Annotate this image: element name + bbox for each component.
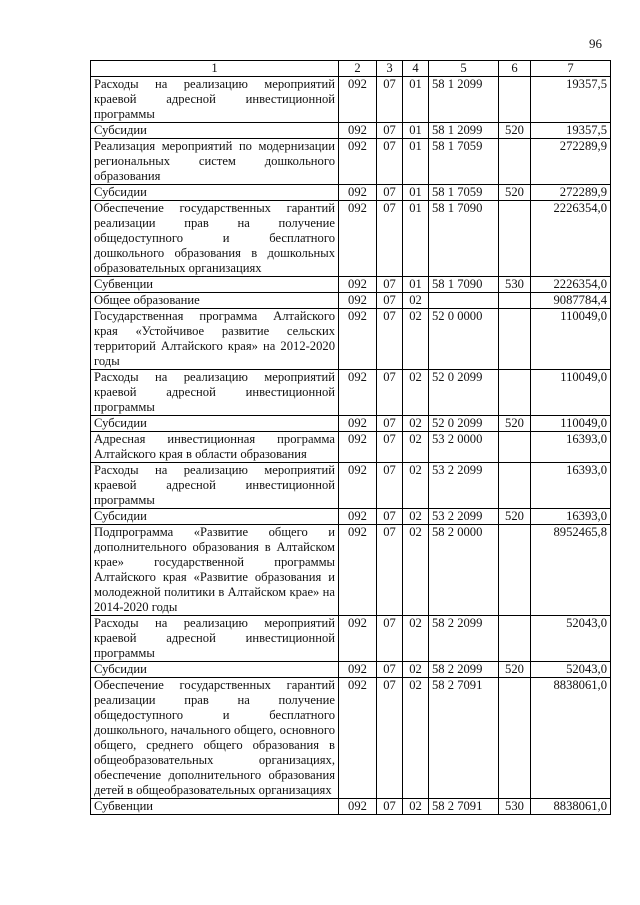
header-row: [91, 61, 611, 77]
table-row: [91, 277, 611, 293]
expense-type: [499, 309, 531, 370]
row-name: Обеспечение государственных гарантий реализации прав на получение общедоступного и бесплатного дошкольного, начального общего, основного общего, среднего общего образования в общеобразовательных организациях, обеспечение дополнительного образования детей в общеобразовательных организациях: [91, 678, 339, 799]
amount: 272289,9: [531, 139, 611, 185]
table-row: [91, 416, 611, 432]
subsection-code: 02: [403, 525, 429, 616]
table-row: [91, 370, 611, 416]
table-row: [91, 77, 611, 123]
amount: 19357,5: [531, 123, 611, 139]
target-article: 58 1 7059: [429, 139, 499, 185]
expense-type: [499, 77, 531, 123]
target-article: 58 2 7091: [429, 799, 499, 815]
target-article: 53 2 2099: [429, 509, 499, 525]
section-code: 07: [377, 678, 403, 799]
subsection-code: 02: [403, 416, 429, 432]
expense-type: [499, 678, 531, 799]
target-article: 58 2 7091: [429, 678, 499, 799]
amount: 8952465,8: [531, 525, 611, 616]
amount: 2226354,0: [531, 277, 611, 293]
amount: 110049,0: [531, 416, 611, 432]
ministry-code: 092: [339, 525, 377, 616]
row-name: Субсидии: [91, 123, 339, 139]
section-code: 07: [377, 139, 403, 185]
section-code: 07: [377, 277, 403, 293]
row-name: Субвенции: [91, 277, 339, 293]
target-article: 58 1 2099: [429, 123, 499, 139]
table-row: [91, 139, 611, 185]
expense-type: [499, 525, 531, 616]
subsection-code: 02: [403, 370, 429, 416]
expense-type: [499, 139, 531, 185]
expense-type: 520: [499, 185, 531, 201]
section-code: 07: [377, 799, 403, 815]
ministry-code: 092: [339, 432, 377, 463]
subsection-code: 02: [403, 662, 429, 678]
row-name: Субсидии: [91, 509, 339, 525]
ministry-code: 092: [339, 370, 377, 416]
amount: 52043,0: [531, 662, 611, 678]
target-article: 58 2 0000: [429, 525, 499, 616]
table-row: [91, 201, 611, 277]
target-article: 58 2 2099: [429, 662, 499, 678]
section-code: 07: [377, 309, 403, 370]
target-article: 52 0 0000: [429, 309, 499, 370]
section-code: 07: [377, 432, 403, 463]
ministry-code: 092: [339, 123, 377, 139]
section-code: 07: [377, 185, 403, 201]
subsection-code: 02: [403, 678, 429, 799]
target-article: 58 1 7059: [429, 185, 499, 201]
expense-type: 520: [499, 416, 531, 432]
col-header-2: 2: [339, 61, 377, 77]
row-name: Расходы на реализацию мероприятий краевой адресной инвестиционной программы: [91, 77, 339, 123]
ministry-code: 092: [339, 139, 377, 185]
table-row: [91, 525, 611, 616]
amount: 2226354,0: [531, 201, 611, 277]
table-row: [91, 799, 611, 815]
row-name: Реализация мероприятий по модернизации региональных систем дошкольного образования: [91, 139, 339, 185]
expense-type: 530: [499, 799, 531, 815]
amount: 110049,0: [531, 309, 611, 370]
subsection-code: 02: [403, 293, 429, 309]
table-row: [91, 293, 611, 309]
subsection-code: 02: [403, 432, 429, 463]
section-code: 07: [377, 370, 403, 416]
amount: 272289,9: [531, 185, 611, 201]
expense-type: [499, 616, 531, 662]
expense-type: [499, 201, 531, 277]
row-name: Государственная программа Алтайского края «Устойчивое развитие сельских территорий Алтайского края» на 2012-2020 годы: [91, 309, 339, 370]
ministry-code: 092: [339, 799, 377, 815]
amount: 9087784,4: [531, 293, 611, 309]
col-header-7: 7: [531, 61, 611, 77]
amount: 16393,0: [531, 432, 611, 463]
table-row: [91, 309, 611, 370]
amount: 16393,0: [531, 509, 611, 525]
target-article: 58 1 2099: [429, 77, 499, 123]
table-row: [91, 616, 611, 662]
amount: 110049,0: [531, 370, 611, 416]
ministry-code: 092: [339, 277, 377, 293]
expense-type: [499, 432, 531, 463]
col-header-3: 3: [377, 61, 403, 77]
col-header-6: 6: [499, 61, 531, 77]
section-code: 07: [377, 77, 403, 123]
subsection-code: 01: [403, 185, 429, 201]
ministry-code: 092: [339, 201, 377, 277]
table-row: [91, 662, 611, 678]
target-article: 53 2 2099: [429, 463, 499, 509]
expense-type: [499, 463, 531, 509]
row-name: Субсидии: [91, 185, 339, 201]
section-code: 07: [377, 293, 403, 309]
ministry-code: 092: [339, 293, 377, 309]
subsection-code: 02: [403, 799, 429, 815]
subsection-code: 01: [403, 201, 429, 277]
budget-table: [90, 60, 611, 815]
table-row: [91, 463, 611, 509]
ministry-code: 092: [339, 678, 377, 799]
table-row: [91, 185, 611, 201]
ministry-code: 092: [339, 416, 377, 432]
subsection-code: 01: [403, 77, 429, 123]
target-article: [429, 293, 499, 309]
ministry-code: 092: [339, 185, 377, 201]
amount: 19357,5: [531, 77, 611, 123]
amount: 16393,0: [531, 463, 611, 509]
amount: 8838061,0: [531, 678, 611, 799]
subsection-code: 02: [403, 616, 429, 662]
col-header-5: 5: [429, 61, 499, 77]
subsection-code: 02: [403, 463, 429, 509]
row-name: Подпрограмма «Развитие общего и дополнительного образования в Алтайском крае» государственной программы Алтайского края «Развитие образования и молодежной политики в Алтайском крае» на 2014-2020 годы: [91, 525, 339, 616]
subsection-code: 01: [403, 123, 429, 139]
section-code: 07: [377, 662, 403, 678]
expense-type: 520: [499, 662, 531, 678]
section-code: 07: [377, 416, 403, 432]
col-header-1: 1: [91, 61, 339, 77]
ministry-code: 092: [339, 662, 377, 678]
section-code: 07: [377, 201, 403, 277]
expense-type: 520: [499, 123, 531, 139]
row-name: Субвенции: [91, 799, 339, 815]
ministry-code: 092: [339, 509, 377, 525]
table-row: [91, 123, 611, 139]
section-code: 07: [377, 509, 403, 525]
row-name: Обеспечение государственных гарантий реализации прав на получение общедоступного и бесплатного дошкольного образования в дошкольных образовательных организациях: [91, 201, 339, 277]
table-row: [91, 678, 611, 799]
table-row: [91, 509, 611, 525]
target-article: 52 0 2099: [429, 416, 499, 432]
expense-type: 530: [499, 277, 531, 293]
row-name: Расходы на реализацию мероприятий краевой адресной инвестиционной программы: [91, 463, 339, 509]
subsection-code: 02: [403, 509, 429, 525]
ministry-code: 092: [339, 77, 377, 123]
col-header-4: 4: [403, 61, 429, 77]
amount: 8838061,0: [531, 799, 611, 815]
subsection-code: 02: [403, 309, 429, 370]
row-name: Субсидии: [91, 416, 339, 432]
expense-type: [499, 370, 531, 416]
amount: 52043,0: [531, 616, 611, 662]
ministry-code: 092: [339, 309, 377, 370]
target-article: 58 1 7090: [429, 201, 499, 277]
section-code: 07: [377, 616, 403, 662]
row-name: Субсидии: [91, 662, 339, 678]
page-number: 96: [589, 36, 602, 51]
row-name: Адресная инвестиционная программа Алтайского края в области образования: [91, 432, 339, 463]
ministry-code: 092: [339, 463, 377, 509]
row-name: Расходы на реализацию мероприятий краевой адресной инвестиционной программы: [91, 616, 339, 662]
target-article: 58 1 7090: [429, 277, 499, 293]
section-code: 07: [377, 123, 403, 139]
ministry-code: 092: [339, 616, 377, 662]
section-code: 07: [377, 463, 403, 509]
table-row: [91, 432, 611, 463]
expense-type: 520: [499, 509, 531, 525]
row-name: Общее образование: [91, 293, 339, 309]
table-body: [91, 77, 611, 815]
target-article: 53 2 0000: [429, 432, 499, 463]
target-article: 58 2 2099: [429, 616, 499, 662]
section-code: 07: [377, 525, 403, 616]
subsection-code: 01: [403, 139, 429, 185]
expense-type: [499, 293, 531, 309]
subsection-code: 01: [403, 277, 429, 293]
row-name: Расходы на реализацию мероприятий краевой адресной инвестиционной программы: [91, 370, 339, 416]
target-article: 52 0 2099: [429, 370, 499, 416]
